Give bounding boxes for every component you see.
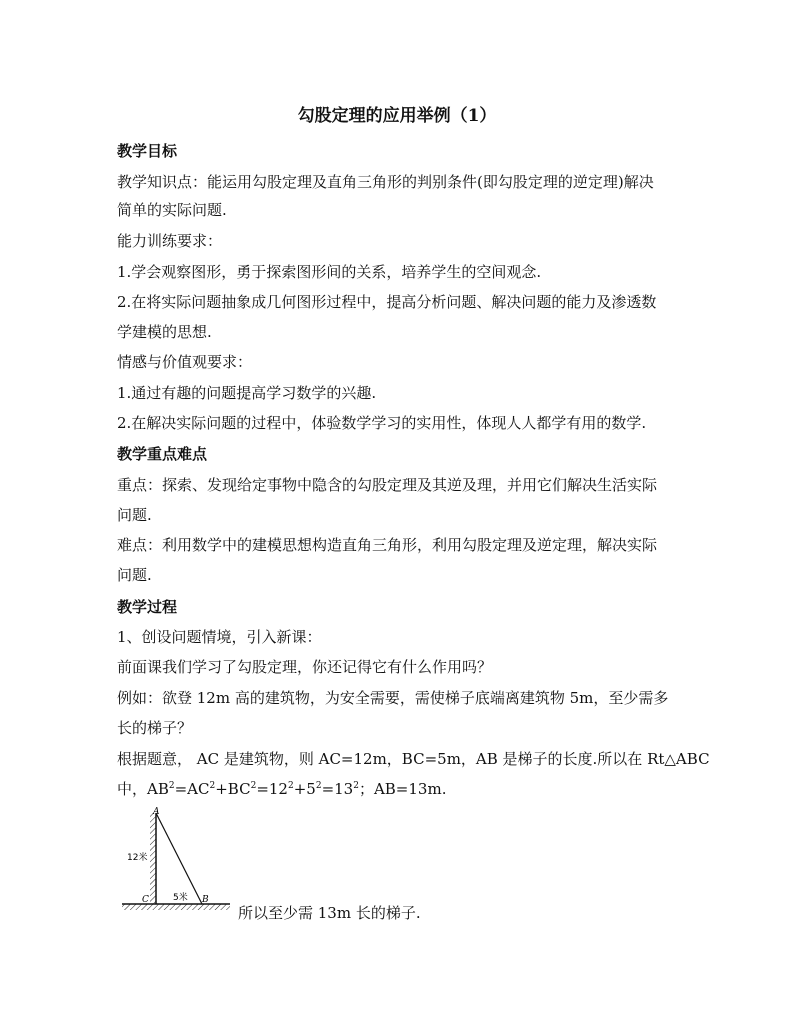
label-c: C	[142, 895, 149, 905]
ability-item-1: 1.学会观察图形，勇于探索图形间的关系，培养学生的空间观念.	[117, 263, 542, 281]
wall-hatching	[150, 813, 156, 904]
solution-line1: 根据题意， AC 是建筑物，则 AC=12m，BC=5m，AB 是梯子的长度.所以在 Rt△ABC	[117, 750, 710, 768]
example-line2: 长的梯子？	[117, 719, 193, 737]
step-1: 1、创设问题情境，引入新课：	[117, 628, 322, 646]
question-line: 前面课我们学习了勾股定理，你还记得它有什么作用吗？	[117, 658, 493, 676]
section-heading-objectives: 教学目标	[117, 142, 178, 160]
key-point-line2: 问题.	[117, 506, 152, 524]
ability-item-2-line1: 2.在将实际问题抽象成几何图形过程中，提高分析问题、解决问题的能力及渗透数	[117, 293, 657, 311]
ability-item-2-line2: 学建模的思想.	[117, 323, 212, 341]
section-heading-process: 教学过程	[117, 598, 178, 616]
difficulty-line1: 难点：利用数学中的建模思想构造直角三角形，利用勾股定理及逆定理，解决实际	[117, 536, 658, 554]
label-height: 12米	[127, 853, 148, 863]
label-b: B	[202, 895, 209, 905]
ladder-building-figure	[118, 803, 234, 915]
ground-hatching	[122, 904, 230, 910]
knowledge-point-line1: 教学知识点：能运用勾股定理及直角三角形的判别条件(即勾股定理的逆定理)解决	[117, 173, 654, 191]
label-a: A	[153, 807, 160, 817]
section-heading-key-points: 教学重点难点	[117, 445, 208, 463]
key-point-line1: 重点：探索、发现给定事物中隐含的勾股定理及其逆及理，并用它们解决生活实际	[117, 476, 658, 494]
ladder-line-ab	[156, 813, 202, 904]
label-base: 5米	[173, 893, 188, 903]
page-title: 勾股定理的应用举例（1）	[297, 106, 497, 126]
ability-heading: 能力训练要求：	[117, 232, 223, 250]
conclusion-text: 所以至少需 13m 长的梯子.	[238, 904, 421, 922]
emotion-item-2: 2.在解决实际问题的过程中，体验数学学习的实用性，体现人人都学有用的数学.	[117, 414, 647, 432]
knowledge-point-line2: 简单的实际问题.	[117, 201, 227, 219]
emotion-heading: 情感与价值观要求：	[117, 353, 253, 371]
solution-line2: 中，$AB^2=AC^2+BC^2=12^2+5^2=13^2$；AB=13m.	[117, 780, 447, 798]
emotion-item-1: 1.通过有趣的问题提高学习数学的兴趣.	[117, 384, 377, 402]
difficulty-line2: 问题.	[117, 566, 152, 584]
example-line1: 例如：欲登 12m 高的建筑物，为安全需要，需使梯子底端离建筑物 5m，至少需多	[117, 689, 669, 707]
